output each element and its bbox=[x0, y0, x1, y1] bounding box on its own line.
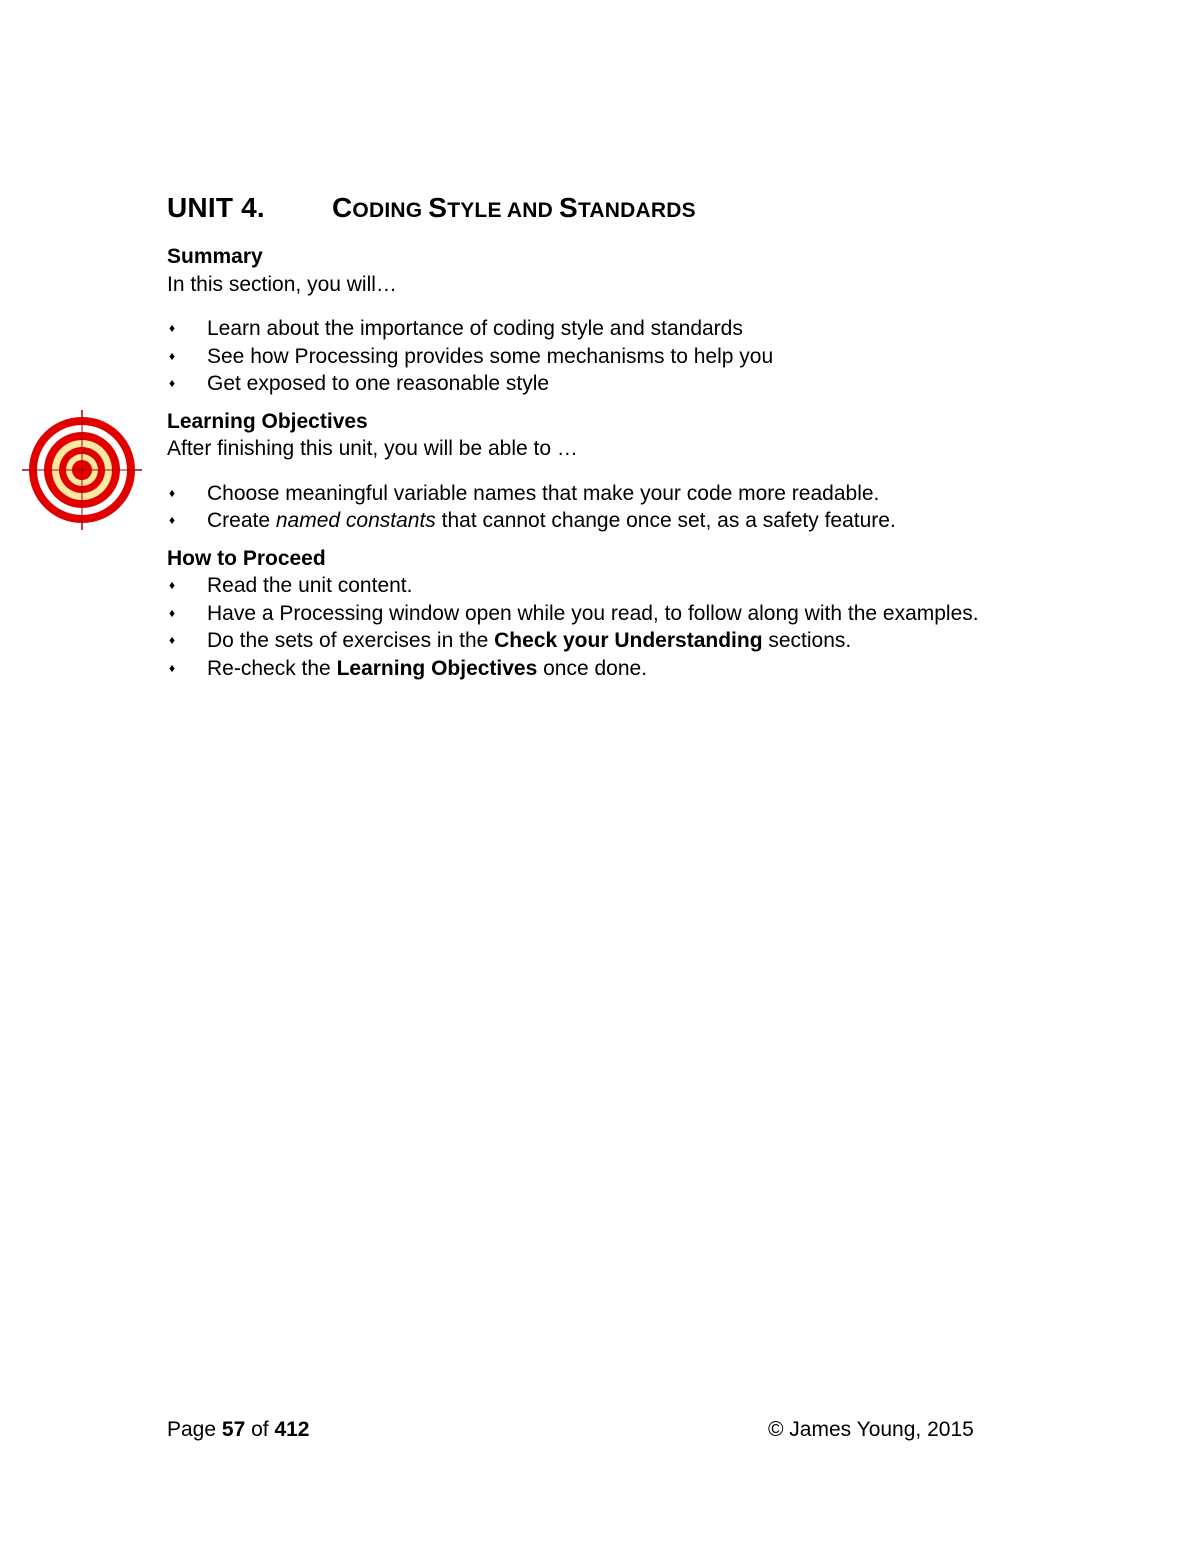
target-icon bbox=[22, 410, 142, 530]
learning-objectives-emphasis: Learning Objectives bbox=[336, 656, 538, 680]
objectives-list bbox=[167, 480, 1033, 535]
list-item: ♦ Choose meaningful variable names that make your code more readable. bbox=[169, 481, 880, 505]
summary-intro: In this section, you will… bbox=[167, 272, 397, 296]
bullet-diamond-icon: ♦ bbox=[169, 660, 176, 675]
unit-heading bbox=[167, 192, 696, 224]
list-item: ♦ Read the unit content. bbox=[169, 574, 413, 597]
unit-content bbox=[167, 243, 1033, 692]
list-item: ♦ Get exposed to one reasonable style bbox=[169, 372, 550, 395]
bullet-diamond-icon: ♦ bbox=[169, 605, 176, 620]
unit-number: UNIT 4. bbox=[167, 192, 265, 223]
bullet-diamond-icon: ♦ bbox=[169, 321, 176, 335]
list-item: ♦ Learn about the importance of coding style and standards bbox=[169, 317, 743, 340]
list-item: ♦ Re-check the Learning Objectives once done. bbox=[169, 656, 648, 680]
bullet-diamond-icon: ♦ bbox=[169, 513, 176, 527]
page-number-footer: Page 57 of 412 bbox=[167, 1418, 310, 1441]
bullet-diamond-icon: ♦ bbox=[169, 578, 176, 592]
list-item: ♦ Create named constants that cannot change once set, as a safety feature. bbox=[169, 509, 896, 532]
summary-title: Summary bbox=[167, 245, 263, 268]
proceed-title: How to Proceed bbox=[167, 546, 326, 570]
copyright-footer: © James Young, 2015 bbox=[768, 1418, 974, 1441]
bullet-diamond-icon: ♦ bbox=[169, 348, 176, 363]
list-item: ♦ See how Processing provides some mechanisms to help you bbox=[169, 344, 774, 368]
total-page-count: 412 bbox=[274, 1418, 310, 1441]
objectives-intro: After finishing this unit, you will be able to … bbox=[167, 437, 578, 460]
check-understanding-emphasis: Check your Understanding bbox=[494, 629, 763, 652]
objectives-title: Learning Objectives bbox=[167, 409, 368, 433]
list-item: ♦ Do the sets of exercises in the Check your Understanding sections. bbox=[169, 629, 852, 652]
proceed-list bbox=[167, 572, 1033, 682]
list-item: ♦ Have a Processing window open while you read, to follow along with the examples. bbox=[169, 601, 979, 625]
unit-title: CODING STYLE AND STANDARDS bbox=[332, 192, 696, 223]
summary-list bbox=[167, 315, 1033, 398]
current-page-number: 57 bbox=[221, 1418, 246, 1441]
named-constants-emphasis: named constants bbox=[275, 509, 436, 532]
bullet-diamond-icon: ♦ bbox=[169, 376, 176, 390]
bullet-diamond-icon: ♦ bbox=[169, 485, 176, 500]
bullet-diamond-icon: ♦ bbox=[169, 633, 176, 647]
